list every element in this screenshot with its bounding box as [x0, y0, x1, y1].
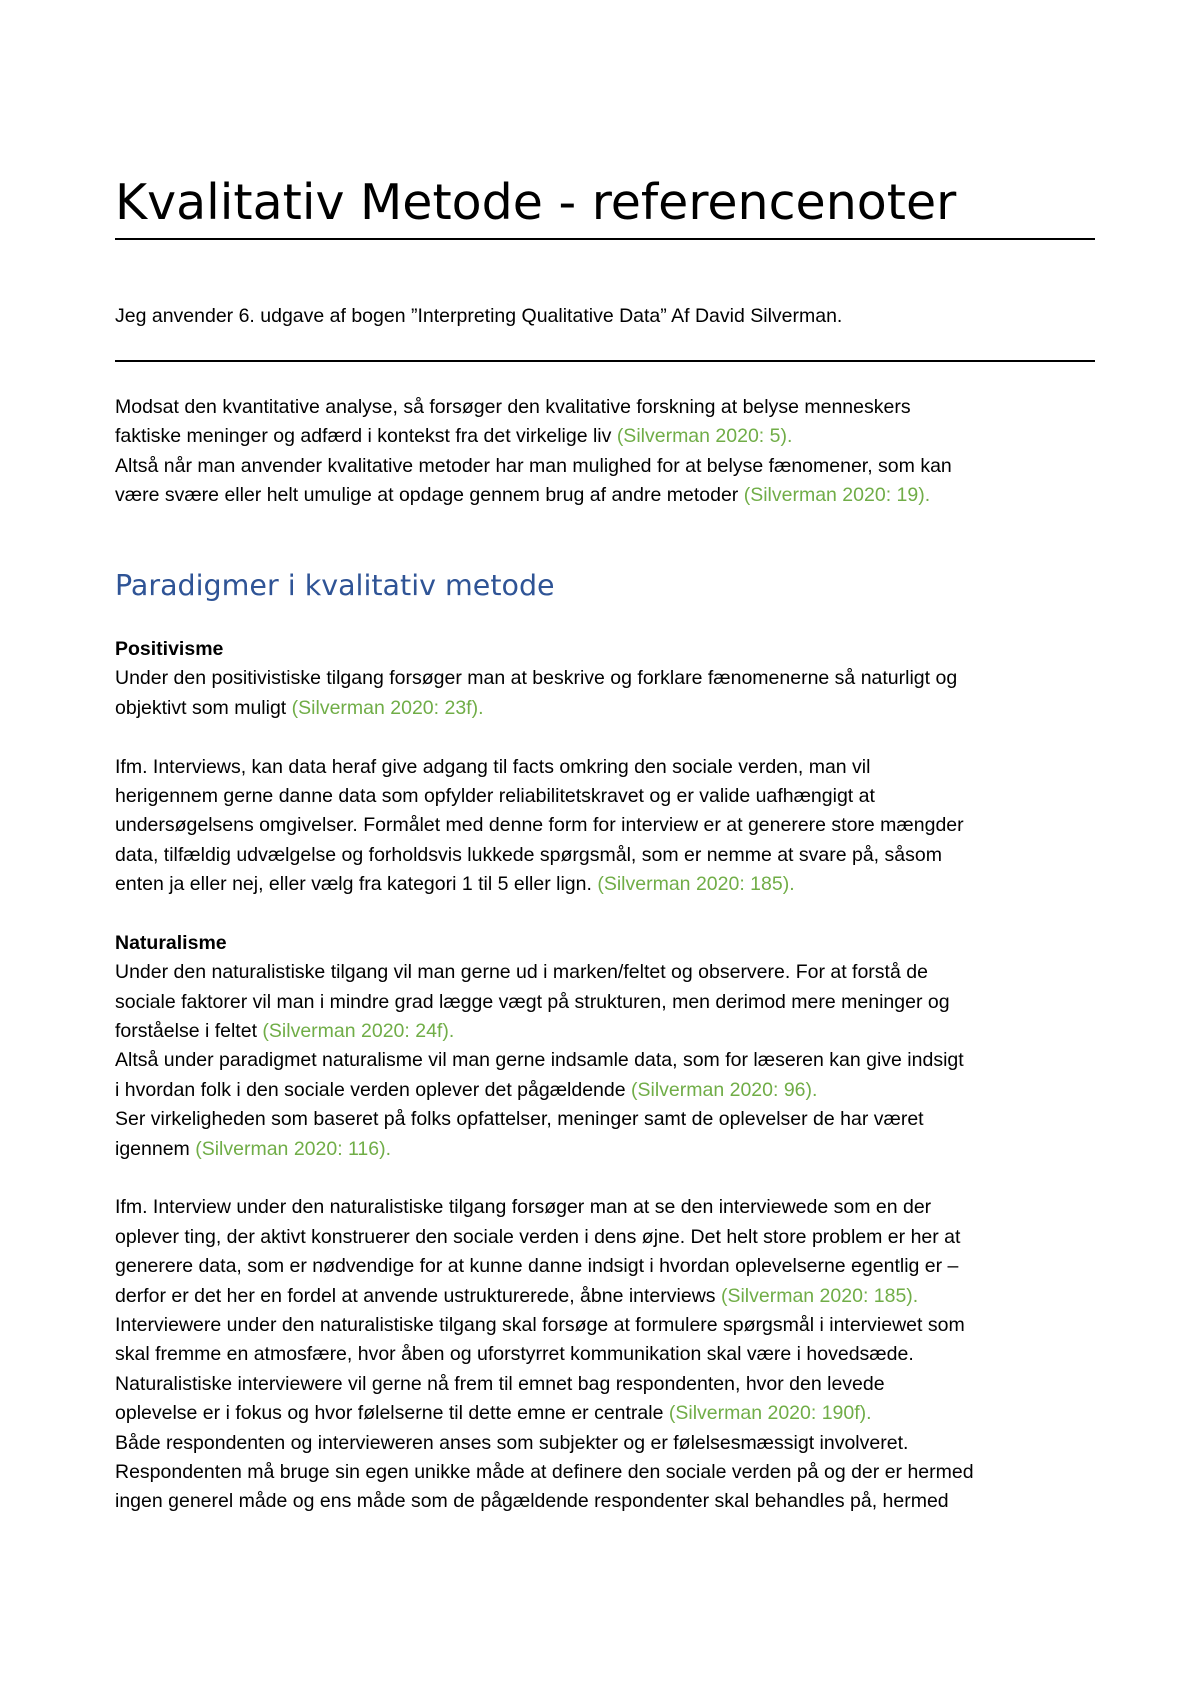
- paradigm-section: [115, 635, 1100, 1517]
- text-line: Under den positivistiske tilgang forsøger man at beskrive og forklare fænomenerne så naturligt og: [115, 667, 958, 690]
- text-line: Ifm. Interviews, kan data heraf give adgang til facts omkring den sociale verden, man vil: [115, 755, 871, 778]
- citation: (Silverman 2020: 116).: [195, 1137, 392, 1160]
- text-line: Ifm. Interview under den naturalistiske tilgang forsøger man at se den interviewede som en der: [115, 1196, 932, 1219]
- document-title: Kvalitativ Metode - referencenoter: [115, 174, 957, 231]
- text-line: Naturalistiske interviewere vil gerne nå frem til emnet bag respondenten, hvor den levede: [115, 1372, 885, 1395]
- text-line: i hvordan folk i den sociale verden oplever det pågældende (Silverman 2020: 96).: [115, 1078, 818, 1101]
- text-line: Modsat den kvantitative analyse, så forsøger den kvalitative forskning at belyse menneskers: [115, 396, 911, 418]
- text-line: Altså når man anvender kvalitative metoder har man mulighed for at belyse fænomener, som kan: [115, 454, 952, 477]
- text-line: data, tilfældig udvælgelse og forholdsvis lukkede spørgsmål, som er nemme at svare på, såsom: [115, 843, 942, 866]
- paragraph-gap: [115, 1164, 1100, 1193]
- citation: (Silverman 2020: 19).: [743, 484, 931, 507]
- text-line: Respondenten må bruge sin egen unikke måde at definere den sociale verden på og der er hermed: [115, 1460, 974, 1483]
- subheading-positivisme: Positivisme: [115, 638, 224, 660]
- text-line: Interviewere under den naturalistiske tilgang skal forsøge at formulere spørgsmål i interviewet som: [115, 1313, 965, 1336]
- section-heading: Paradigmer i kvalitativ metode: [115, 569, 555, 602]
- intro-line: Jeg anvender 6. udgave af bogen ”Interpreting Qualitative Data” Af David Silverman.: [115, 305, 843, 327]
- text-line: undersøgelsens omgivelser. Formålet med denne form for interview er at generere store mængder: [115, 814, 964, 837]
- text-line: derfor er det her en fordel at anvende ustrukturerede, åbne interviews (Silverman 2020: 185).: [115, 1284, 919, 1307]
- paragraph-gap: [115, 723, 1100, 752]
- text-line: Ser virkeligheden som baseret på folks opfattelser, meninger samt de oplevelser de har været: [115, 1108, 924, 1131]
- citation: (Silverman 2020: 5).: [616, 425, 793, 448]
- citation: (Silverman 2020: 190f).: [668, 1402, 872, 1425]
- text-line: sociale faktorer vil man i mindre grad lægge vægt på strukturen, men derimod mere meninger og: [115, 990, 950, 1013]
- text-line: igennem (Silverman 2020: 116).: [115, 1137, 392, 1160]
- text-line: objektivt som muligt (Silverman 2020: 23f).: [115, 696, 484, 719]
- citation: (Silverman 2020: 23f).: [291, 696, 484, 719]
- text-line: Altså under paradigmet naturalisme vil man gerne indsamle data, som for læseren kan give indsigt: [115, 1049, 964, 1072]
- text-line: faktiske meninger og adfærd i kontekst fra det virkelige liv (Silverman 2020: 5).: [115, 425, 793, 448]
- text-line: enten ja eller nej, eller vælg fra kategori 1 til 5 eller lign. (Silverman 2020: 185).: [115, 873, 795, 896]
- text-line: Under den naturalistiske tilgang vil man gerne ud i marken/feltet og observere. For at forstå de: [115, 961, 928, 984]
- subheading-naturalisme: Naturalisme: [115, 931, 227, 954]
- text-line: generere data, som er nødvendige for at kunne danne indsigt i hvordan oplevelserne egentlig er –: [115, 1255, 959, 1278]
- text-line: oplever ting, der aktivt konstruerer den sociale verden i dens øjne. Det helt store problem er her at: [115, 1225, 961, 1248]
- text-line: skal fremme en atmosfære, hvor åben og uforstyrret kommunikation skal være i hovedsæde.: [115, 1343, 914, 1366]
- paragraph-gap: [115, 900, 1100, 929]
- citation: (Silverman 2020: 96).: [631, 1078, 818, 1101]
- citation: (Silverman 2020: 185).: [597, 873, 795, 896]
- text-line: ingen generel måde og ens måde som de pågældende respondenter skal behandles på, hermed: [115, 1490, 949, 1513]
- citation: (Silverman 2020: 24f).: [262, 1020, 455, 1043]
- intro-divider: [115, 360, 1095, 362]
- text-line: være svære eller helt umulige at opdage gennem brug af andre metoder (Silverman 2020: 19).: [115, 484, 931, 507]
- text-line: herigennem gerne danne data som opfylder reliabilitetskravet og er valide uafhængigt at: [115, 784, 875, 807]
- text-line: oplevelse er i fokus og hvor følelserne til dette emne er centrale (Silverman 2020: 190f).: [115, 1402, 872, 1425]
- citation: (Silverman 2020: 185).: [720, 1284, 919, 1307]
- intro-paragraph: [115, 393, 1100, 511]
- title-underline: [115, 238, 1095, 240]
- text-line: Både respondenten og intervieweren anses som subjekter og er følelsesmæssigt involveret.: [115, 1431, 909, 1454]
- text-line: forståelse i feltet (Silverman 2020: 24f).: [115, 1020, 455, 1043]
